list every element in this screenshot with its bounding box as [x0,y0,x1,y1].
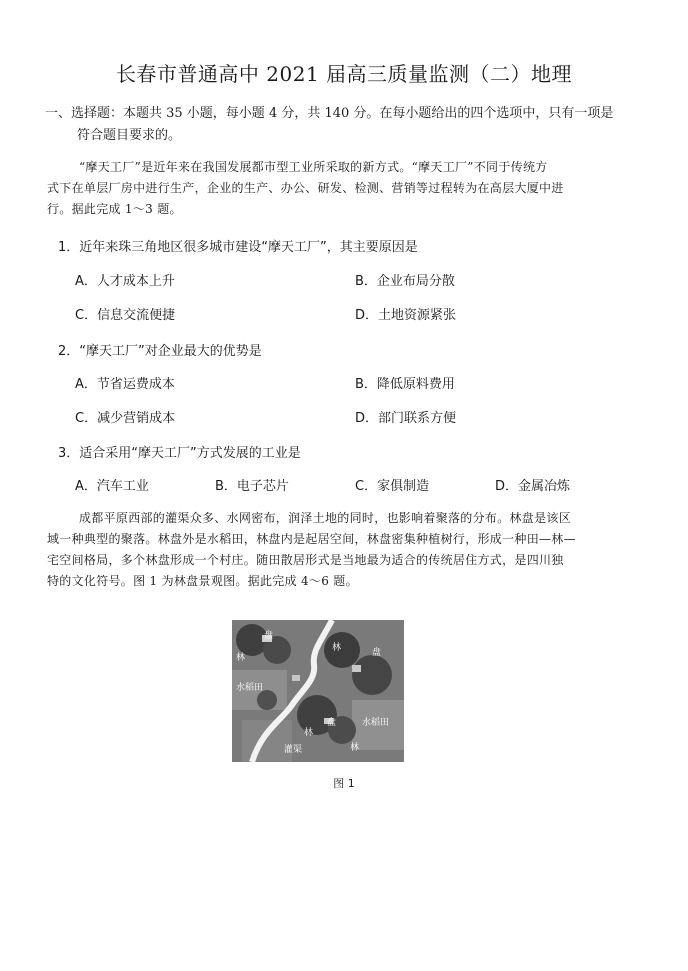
passage2-line2: 域一种典型的聚落。林盘外是水稻田，林盘内是起居空间，林盘密集种植树行，形成一种田—林— [47,532,576,546]
q3-option-b: B．电子芯片 [215,479,289,494]
passage2-line1: 成都平原西部的灌渠众多、水网密布，润泽土地的同时，也影响着聚落的分布。林盘是该区 [79,511,572,525]
passage1-line1: “摩天工厂”是近年来在我国发展都市型工业所采取的新方式。“摩天工厂”不同于传统方 [79,160,548,174]
q1-option-d: D．土地资源紧张 [355,308,457,323]
q1-option-b: B．企业布局分散 [355,274,455,289]
figure-label-canal: 灌渠 [284,745,303,755]
figure-label-pan: 盘 [327,718,337,728]
q2-option-b: B．降低原料费用 [355,377,455,392]
q2-option-a: A．节省运费成本 [75,377,175,392]
q1-option-c: C．信息交流便捷 [75,308,176,323]
q2-option-d: D．部门联系方便 [355,411,457,426]
q1-option-a: A．人才成本上升 [75,274,175,289]
section-heading-cont: 符合题目要求的。 [77,128,182,143]
figure-label-paddy-field: 水稻田 [362,718,390,728]
figure-label-paddy-field: 水稻田 [236,683,264,693]
figure-label-pan: 盘 [372,648,382,658]
page-title: 长春市普通高中 2021 届高三质量监测（二）地理 [115,62,573,86]
figure-label-lin: 林 [350,743,360,753]
figure-label-pan: 盘 [264,631,274,641]
passage1-line2: 式下在单层厂房中进行生产，企业的生产、办公、研发、检测、营销等过程转为在高层大厦中进 [47,181,564,195]
q3-option-c: C．家俱制造 [355,479,430,494]
passage2-line3: 宅空间格局，多个林盘形成一个村庄。随田散居形式是当地最为适合的传统居住方式，是四川独 [47,553,564,567]
passage2-line4: 特的文化符号。图 1 为林盘景观图。据此完成 4～6 题。 [47,574,358,588]
figure-caption: 图 1 [333,777,355,790]
passage1-line3: 行。据此完成 1～3 题。 [47,202,182,216]
question-3-stem: 3．适合采用“摩天工厂”方式发展的工业是 [58,446,301,461]
q2-option-c: C．减少营销成本 [75,411,176,426]
linpan-landscape-figure [232,620,404,762]
q3-option-a: A．汽车工业 [75,479,149,494]
figure-label-lin: 林 [236,653,246,663]
section-heading: 一、选择题：本题共 35 小题，每小题 4 分，共 140 分。在每小题给出的四个选项中，只有一项是 [45,106,614,121]
question-1-stem: 1．近年来珠三角地区很多城市建设“摩天工厂”，其主要原因是 [58,240,418,255]
q3-option-d: D．金属冶炼 [495,479,571,494]
figure-label-lin: 林 [332,643,342,653]
figure-label-lin: 林 [304,728,314,738]
question-2-stem: 2．“摩天工厂”对企业最大的优势是 [58,344,262,359]
